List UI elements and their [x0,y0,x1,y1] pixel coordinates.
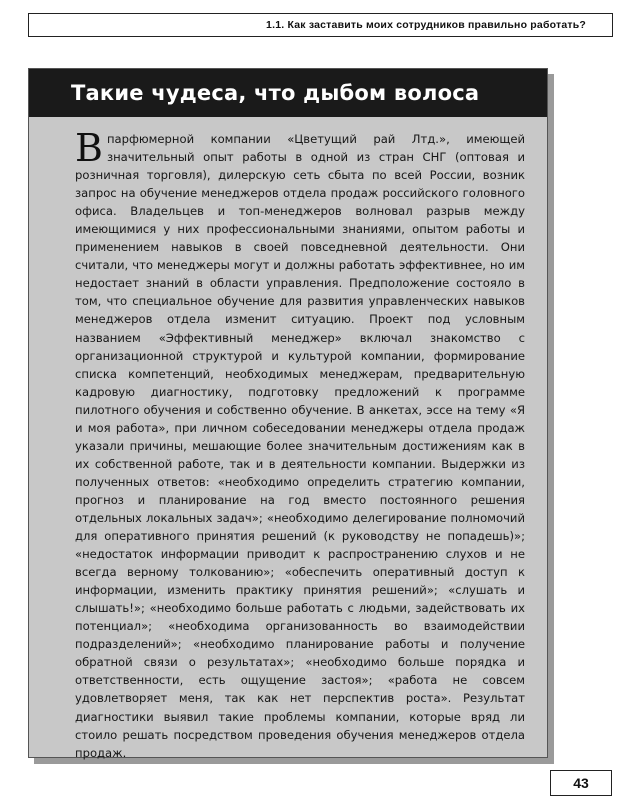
box-title-bar [29,69,547,117]
running-header-title: 1.1. Как заставить моих сотрудников правильно работать? [266,19,586,31]
body-paragraph: парфюмерной компании «Цветущий рай Лтд.», имеющей значительный опыт работы в одной из стран СНГ (оптовая и розничная торговля), дилерскую сеть сбыта по всей России, возник запрос на обучение менеджеров отдела продаж российского головного офиса. Владельцев и топ-менеджеров волновал разрыв между имеющимися у них профессиональными знаниями, опытом работы и применением навыков в своей повседневной деятельности. Они считали, что менеджеры могут и должны работать эффективнее, но им недостает знаний в области управления. Предположение состояло в том, что специальное обучение для развития управленческих навыков менеджеров отдела изменит ситуацию. Проект под условным названием «Эффективный менеджер» включал знакомство с организационной структурой и культурой компании, формирование списка компетенций, необходимых менеджерам, предварительную кадровую диагностику, подготовку предложений к программе пилотного обучения и собственно обучение. В анкетах, эссе на тему «Я и моя работа», при личном собеседовании менеджеры отдела продаж указали причины, мешающие более значительным достижениям как в их собственной работе, так и в деятельности компании. Выдержки из полученных ответов: «необходимо определить стратегию компании, прогноз и планирование на год вместо постоянного решения отдельных локальных задач»; «необходимо делегирование полномочий для оперативного принятия решений (к руководству не попадешь)»; «недостаток информации приводит к распространению слухов и не всегда верному толкованию»; «обеспечить оперативный доступ к информации, изменить практику принятия решений»; «слушать и слышать!»; «необходимо больше работать с людьми, задействовать их потенциал»; «необходима организованность во взаимодействии подразделений»; «необходимо планирование работы и получение обратной связи о результатах»; «необходимо больше порядка и ответственности, есть ощущение застоя»; «работа не совсем удовлетворяет меня, так как нет перспектив роста». Результат диагностики выявил такие проблемы компании, которые вряд ли стоило решать посредством проведения обучения менеджеров отдела продаж. [75,132,525,760]
page-number-label: 43 [573,775,589,791]
running-header [28,13,613,37]
case-study-box [28,68,548,758]
drop-cap: В [75,126,103,170]
page-number [550,770,612,796]
box-body-text [75,126,525,762]
box-title: Такие чудеса, что дыбом волоса [71,81,480,105]
